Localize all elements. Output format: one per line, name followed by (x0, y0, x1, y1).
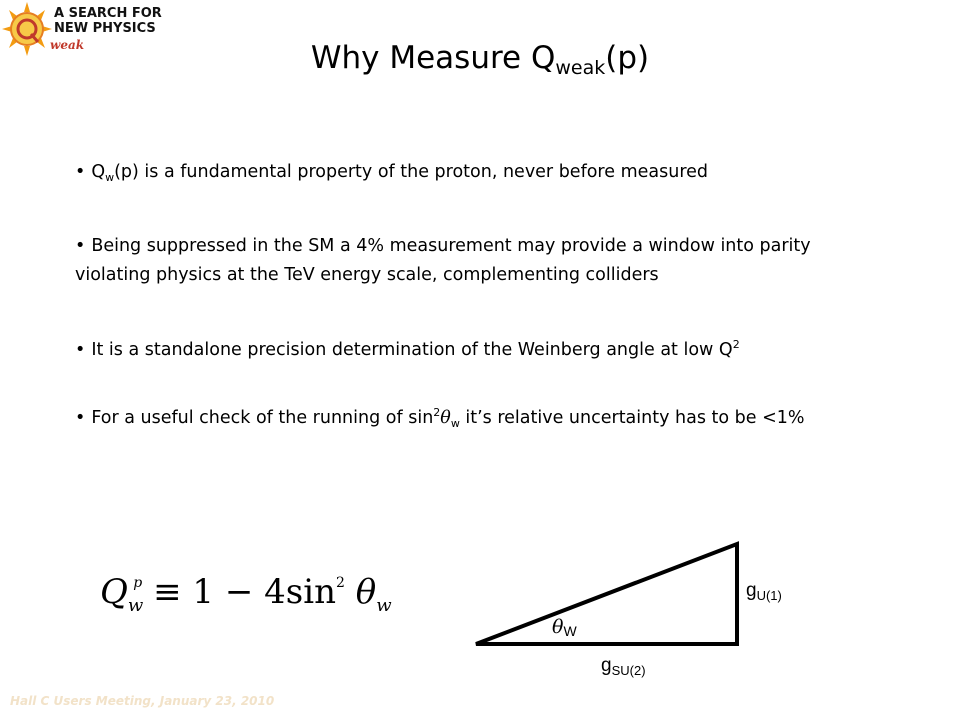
bullet-dot-icon: • (75, 162, 86, 182)
bullet-1-prefix: Q (91, 162, 106, 182)
triangle-shape (476, 544, 737, 644)
bullet-1-subscript: w (105, 171, 115, 184)
slide-title (0, 40, 960, 79)
formula-theta-subscript: w (376, 595, 392, 616)
bullet-dot-icon: • (75, 340, 86, 360)
theta-subscript: W (563, 623, 577, 639)
logo-line-2: NEW PHYSICS (54, 21, 156, 36)
title-subscript: weak (555, 57, 606, 79)
bullet-3-superscript: 2 (732, 338, 740, 351)
g-u1-subscript: U(1) (756, 588, 782, 603)
bullet-4-text-after: it’s relative uncertainty has to be <1% (459, 408, 805, 428)
bullet-4-theta: θ (440, 408, 451, 428)
bullet-item (75, 232, 835, 290)
g-su2-symbol: g (601, 655, 612, 676)
g-su2-subscript: SU(2) (611, 663, 646, 678)
bullet-4-subscript: w (450, 417, 460, 430)
label-g-u1 (746, 580, 782, 603)
title-tail: (p) (605, 40, 650, 76)
label-g-su2 (601, 655, 646, 678)
bullet-4-superscript: 2 (433, 406, 441, 419)
formula-q: Q (100, 572, 128, 612)
bullet-2-text: Being suppressed in the SM a 4% measurement may provide a window into parity violating physics at the TeV energy scale, complementing colliders (75, 236, 811, 285)
theta-symbol: θ (552, 616, 564, 638)
logo-line-1: A SEARCH FOR (54, 6, 162, 21)
logo-text (54, 6, 162, 36)
logo-subtext: weak (50, 38, 85, 52)
formula-power: 2 (335, 575, 345, 591)
bullet-dot-icon: • (75, 408, 86, 428)
footer-text: Hall C Users Meeting, January 23, 2010 (10, 694, 275, 708)
label-theta-w (552, 616, 577, 639)
formula-q-superscript: p (133, 575, 143, 591)
weak-charge-formula (100, 572, 392, 616)
formula-theta: θ (355, 572, 377, 612)
formula-rhs: ≡ 1 − 4sin (153, 572, 336, 612)
weinberg-angle-triangle (470, 538, 750, 658)
bullet-1-text: (p) is a fundamental property of the proton, never before measured (114, 162, 709, 182)
g-u1-symbol: g (746, 580, 757, 601)
formula-q-subscript: w (127, 595, 144, 616)
title-main: Why Measure Q (310, 40, 556, 76)
bullet-4-text-before: For a useful check of the running of sin (91, 408, 434, 428)
bullet-3-text: It is a standalone precision determination of the Weinberg angle at low Q (91, 340, 733, 360)
bullet-dot-icon: • (75, 236, 86, 256)
bullet-item (75, 330, 740, 365)
bullet-item (75, 398, 805, 438)
bullet-item (75, 158, 708, 192)
